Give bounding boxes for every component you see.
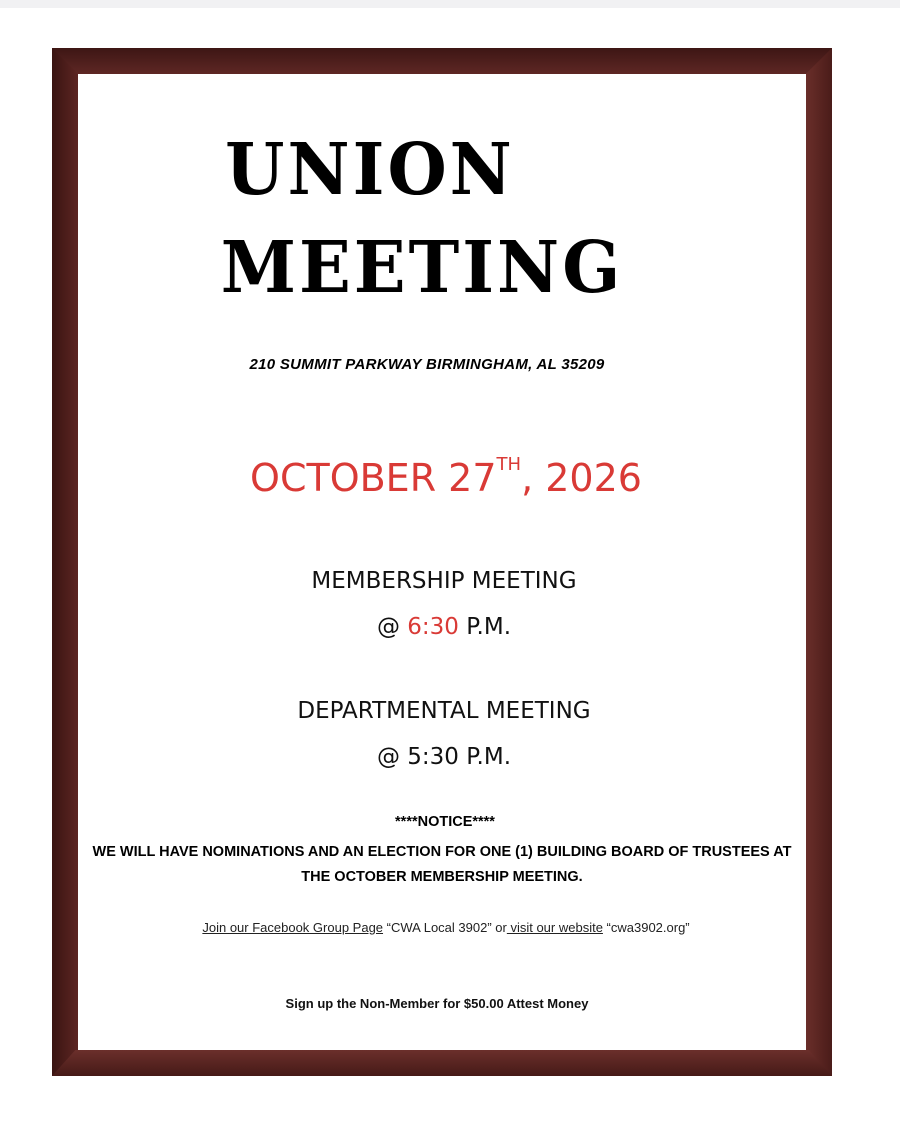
top-strip — [0, 0, 900, 8]
membership-meeting-label: MEMBERSHIP MEETING — [311, 568, 577, 594]
address: 210 SUMMIT PARKWAY BIRMINGHAM, AL 35209 — [249, 356, 605, 373]
website-link[interactable]: visit our website — [506, 920, 603, 935]
frame-bottom-edge — [52, 1050, 832, 1076]
title-union: UNION — [225, 128, 515, 212]
signup-note: Sign up the Non-Member for $50.00 Attest Money — [285, 996, 589, 1011]
title-meeting: MEETING — [220, 226, 624, 310]
departmental-meeting-time: @ 5:30 P.M. — [376, 744, 512, 770]
facebook-group-name: “CWA Local 3902” or — [383, 920, 507, 935]
frame-right-edge — [806, 48, 832, 1076]
date-suffix: TH — [496, 454, 522, 475]
notice-heading: ****NOTICE**** — [395, 814, 495, 830]
membership-meeting-time — [78, 614, 806, 640]
date-prefix: OCTOBER 27 — [250, 456, 497, 500]
membership-ampm: P.M. — [458, 614, 512, 640]
facebook-group-link[interactable]: Join our Facebook Group Page — [202, 920, 384, 935]
frame-top-edge — [52, 48, 832, 74]
meeting-date — [78, 456, 806, 500]
website-name: “cwa3902.org” — [602, 920, 690, 935]
notice-body: WE WILL HAVE NOMINATIONS AND AN ELECTION FOR ONE (1) BUILDING BOARD OF TRUSTEES AT THE OCTOBER MEMBERSHIP MEETING. — [92, 844, 792, 885]
links-line — [78, 920, 806, 935]
membership-at: @ — [376, 614, 408, 640]
flyer-page — [78, 74, 806, 1050]
departmental-meeting-label: DEPARTMENTAL MEETING — [297, 698, 591, 724]
membership-time-value: 6:30 — [407, 614, 459, 640]
date-year: , 2026 — [521, 456, 642, 500]
